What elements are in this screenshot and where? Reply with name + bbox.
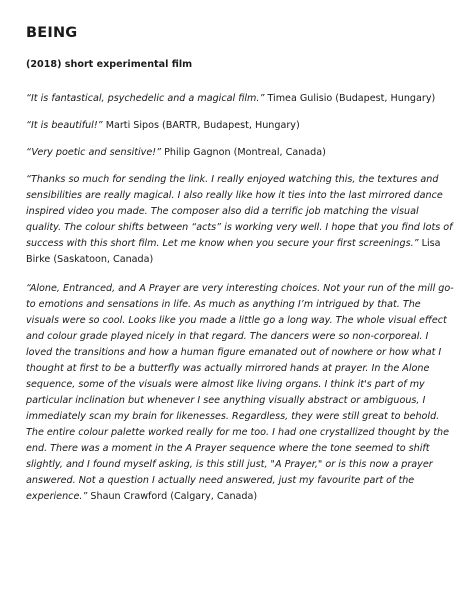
quote-text: “It is fantastical, psychedelic and a magical film.” [26,93,265,104]
quote-text: “Thanks so much for sending the link. I really enjoyed watching this, the textures and sensibilities are really magical. I also really like how it ties into the last mirrored dance inspired video you made. The composer also did a terrific job matching the visual quality. The colour shifts between “acts” is working very well. I hope that you find lots of success with this short film. Let me know when you secure your first screenings.” [26,174,453,249]
quote-attribution: Shaun Crawford (Calgary, Canada) [87,491,258,502]
review-quote [26,172,455,268]
review-quote [26,145,455,161]
quote-text: “Very poetic and sensitive!” [26,147,162,158]
page-title: BEING [26,25,78,41]
review-quote [26,91,455,107]
film-subtitle: (2018) short experimental film [26,59,193,70]
quote-attribution: Marti Sipos (BARTR, Budapest, Hungary) [102,120,300,131]
review-quote [26,281,455,505]
quote-attribution: Lisa Birke (Saskatoon, Canada) [26,238,441,265]
quote-text: “Alone, Entranced, and A Prayer are very interesting choices. Not your run of the mill go-to emotions and sensations in life. As much as anything I’m intrigued by that. The visuals were so cool. Looks like you made a little go a long way. The whole visual effect and colour grade played nicely in that regard. The dancers were so non-corporeal. I loved the transitions and how a human figure emanated out of nowhere or how what I thought at first to be a butterfly was actually mirrored hands at prayer. In the Alone sequence, some of the visuals were almost like living organs. I think it's part of my particular inclination but whenever I see anything visually abstract or ambiguous, I immediately scan my brain for likenesses. Regardless, they were still great to behold. The entire colour palette worked really for me too. I had one crystallized thought by the end. There was a moment in the A Prayer sequence where the tone seemed to shift slightly, and I found myself asking, is this still just, "A Prayer," or is this now a prayer answered. Not a question I actually need answered, just my favourite part of the experience.” [26,283,454,502]
review-quote [26,118,455,134]
quote-attribution: Philip Gagnon (Montreal, Canada) [161,147,326,158]
quote-text: “It is beautiful!” [26,120,103,131]
quote-attribution: Timea Gulisio (Budapest, Hungary) [264,93,436,104]
